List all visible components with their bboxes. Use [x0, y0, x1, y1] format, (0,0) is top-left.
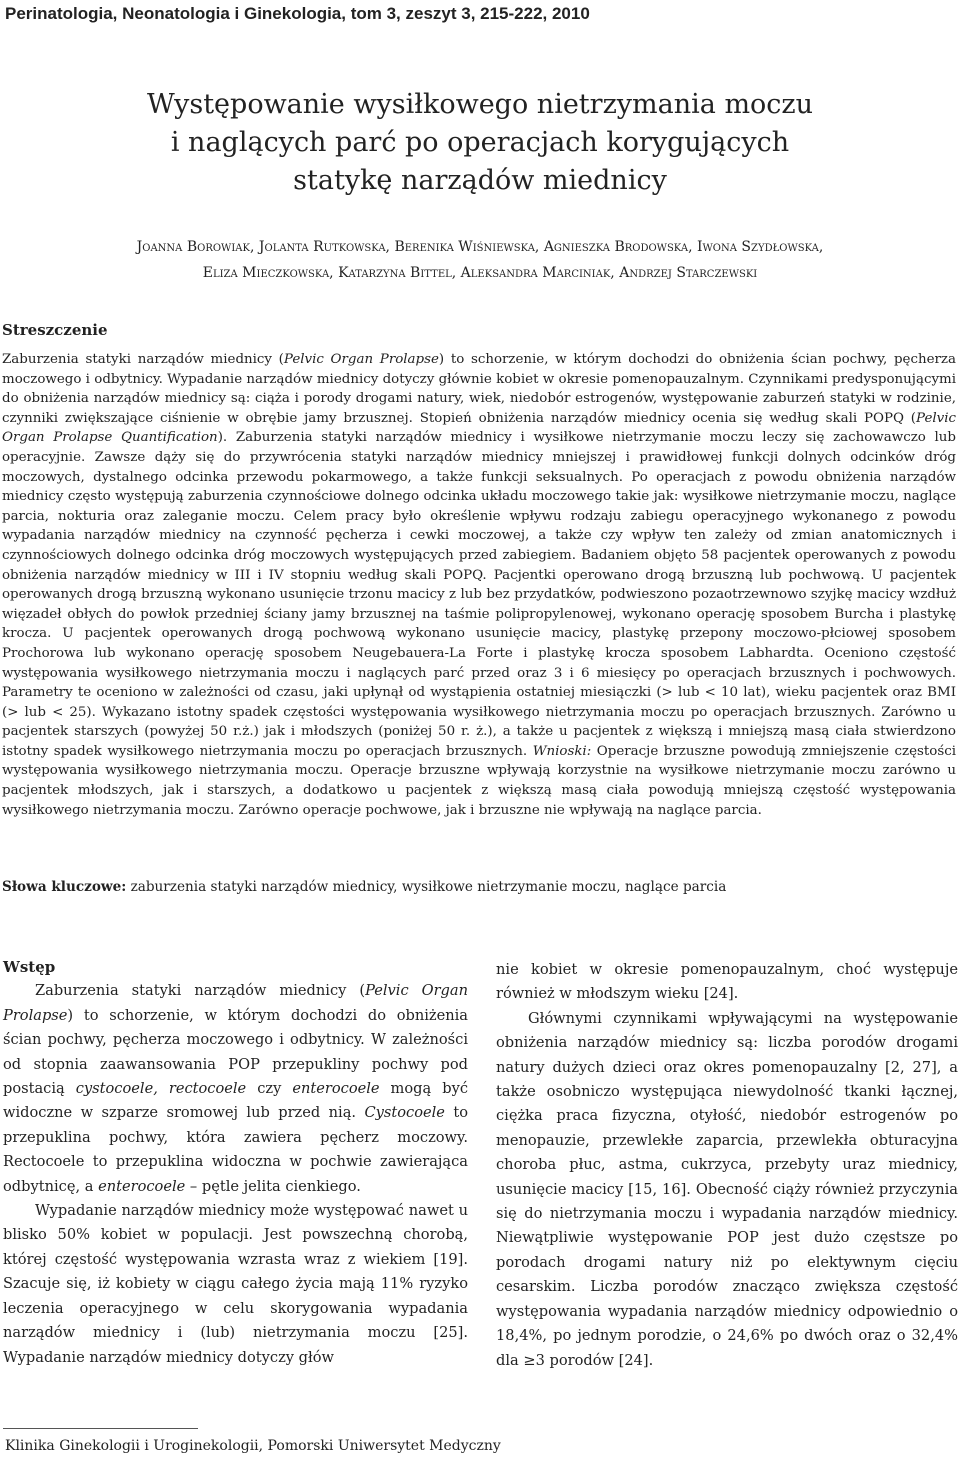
abstract-part: Operacje brzuszne powodują zmniejszenie częstości występowania wysiłkowego nietrzymania moczu. Operacje brzuszne wpływają korzystnie na wysiłkowe nietrzymanie moczu zarówno u pacjentek młodszych, jak i starszych, a dodatkowo u pacjentek z większą masą ciała powodują mniejszą częstość występowania wysiłkowego nietrzymania moczu. Zarówno operacje pochwowe, jak i brzuszne nie wpływają na naglące parcia. [2, 743, 957, 818]
abstract-italic: Pelvic Organ Prolapse [283, 352, 439, 367]
author-list [0, 234, 960, 286]
italic-run: enterocoele [98, 1177, 186, 1195]
paragraph [3, 979, 468, 1199]
text-run: mogą być widoczne w szparze sromowej lub przed nią. [3, 1080, 468, 1122]
article-title [40, 86, 920, 200]
keywords [2, 879, 956, 895]
paragraph [496, 1007, 958, 1373]
author-line: Joanna Borowiak, Jolanta Rutkowska, Berenika Wiśniewska, Agnieszka Brodowska, Iwona Szydłowska, [136, 239, 824, 255]
abstract-text [2, 350, 956, 820]
affiliation: Klinika Ginekologii i Uroginekologii, Pomorski Uniwersytet Medyczny [5, 1438, 501, 1454]
text-run: to przepuklina pochwy, która zawiera pęcherz moczowy. Rectocoele to przepuklina widoczna w pochwie zawierająca odbytnicę, a [3, 1104, 468, 1195]
footnote-rule [3, 1428, 198, 1429]
text-run: – pętle jelita cienkiego. [185, 1177, 361, 1195]
abstract-part: Zaburzenia statyki narządów miednicy ( [2, 352, 284, 367]
text-run: Głównymi czynnikami wpływającymi na występowanie obniżenia narządów miednicy są: liczba porodów drogami natury dużych dzieci oraz okres pomenopauzalny [2, 27], a także osobniczo występująca niewydolność tkanki łącznej, ciężka praca fizyczna, otyłość, niedobór estrogenów po menopauzie, przewlekłe zaparcia, przewlekła obturacyjna choroba płuc, astma, cukrzyca, przebyty uraz miednicy, usunięcie macicy [15, 16]. Obecność ciąży również przyczynia się do nietrzymania moczu i wypadania narządów miednicy. Niewątpliwie występowanie POP jest dużo częstsze po porodach drogami natury niż po elektywnym cięciu cesarskim. Liczba porodów znacząco zwiększa częstość występowania wypadania narządów miednicy odpowiednio o 18,4%, po jednym porodzie, o 24,6% po dwóch oraz o 32,4% dla [496, 1009, 958, 1369]
geq-symbol: ≥ [523, 1351, 536, 1369]
title-line: i naglących parć po operacjach korygujących [170, 127, 790, 158]
italic-run: cystocoele, rectocoele [75, 1080, 247, 1098]
abstract-heading: Streszczenie [2, 321, 108, 339]
abstract-part: ) to schorzenie, w którym dochodzi do obniżenia ścian pochwy, pęcherza moczowego i odbytnicy. Wypadanie narządów miednicy dotyczy głównie kobiet w okresie pomenopauzalnym. Czynnikami predysponującymi do obniżenia narządów miednicy są: ciąża i porody drogami natury, wiek, niedobór estrogenów, występowanie zaburzeń statyki w rodzinie, czynniki zwiększające ciśnienie w obrębie jamy brzusznej. Stopień obniżenia narządów miednicy ocenia się według skali POPQ ( [2, 352, 956, 426]
paragraph: Wypadanie narządów miednicy może występować nawet u blisko 50% kobiet w populacji. Jest powszechną chorobą, której częstość występowania wzrasta wraz z wiekiem [19]. Szacuje się, iż kobiety w ciągu całego życia mają 11% ryzyko leczenia operacyjnego w celu skorygowania wypadania narządów miednicy i (lub) nietrzymania moczu [25]. Wypadanie narządów miednicy dotyczy głów [3, 1202, 468, 1366]
paragraph: nie kobiet w okresie pomenopauzalnym, choć występuje również w młodszym wieku [24]. [496, 961, 958, 1003]
text-run: Zaburzenia statyki narządów miednicy ( [35, 982, 366, 1000]
right-column [496, 958, 958, 1373]
text-run: ) to schorzenie, w którym dochodzi do obniżenia ścian pochwy, pęcherza moczowego i odbytnicy. W zależności od stopnia zaawansowania POP przepukliny pochwy pod postacią [3, 1006, 468, 1098]
abstract-part: ). Zaburzenia statyki narządów miednicy i wysiłkowe nietrzymanie moczu leczy się zachowawczo lub operacyjnie. Zawsze dąży się do przywrócenia statyki narządów miednicy mniejszej i prawidłowej funkcji dolnych odcinków dróg moczowych, dystalnego odcinka przewodu pokarmowego, a także funkcji seksualnych. Po operacjach z powodu obniżenia narządów miednicy często występują zaburzenia czynnościowe dolnego odcinka układu moczowego takie jak: wysiłkowe nietrzymanie moczu, naglące parcia, nokturia oraz zaleganie moczu. Celem pracy było określenie wpływu rodzaju zabiegu operacyjnego wykonanego z powodu wypadania narządów miednicy na czynność pęcherza i cewki moczowej, a także czy wpływ ten zależy od zmian anatomicznych i czynnościowych dolnego odcinka dróg moczowych występujących przed zabiegiem. Badaniem objęto 58 pacjentek operowanych z powodu obniżenia narządów miednicy w III i IV stopniu według skali POPQ. Pacjentki operowano drogą brzuszną lub pochwową. U pacjentek operowanych drogą brzuszną wykonano usunięcie trzonu macicy z lub bez przydatków, podwieszono pozaotrzewnowo szyjkę macicy wzdłuż więzadeł obłych do powłok przedniej ściany jamy brzusznej na taśmie polipropylenowej, wykonano operację sposobem Burcha i plastykę krocza. U pacjentek operowanych drogą pochwową wykonano usunięcie macicy, plastykę przepony moczowo-płciowej sposobem Prochorowa lub wykonano operację sposobem Neugebauera-La Forte i plastykę krocza sposobem Labhardta. Oceniono częstość występowania wysiłkowego nietrzymania moczu i naglących parć przed oraz 3 i 6 miesięcy po operacjach brzusznych i pochwowych. Parametry te oceniono w zależności od czasu, jaki upłynął od wystąpienia ostatniej miesiączki (> lub < 10 lat), wieku pacjentek oraz BMI (> lub < 25). Wykazano istotny spadek częstości występowania wysiłkowego nietrzymania moczu po operacjach brzusznych. Zarówno u pacjentek starszych (powyżej 50 r.ż.) jak i młodszych (poniżej 50 r. ż.), a także u pacjentek z większą i mniejszą masą ciała stwierdzono istotny spadek wysiłkowego nietrzymania moczu po operacjach brzusznych. [2, 430, 956, 759]
keywords-text: zaburzenia statyki narządów miednicy, wysiłkowe nietrzymanie moczu, naglące parcia [126, 879, 727, 895]
title-line: Występowanie wysiłkowego nietrzymania moczu [146, 89, 814, 120]
italic-run: Cystocoele [364, 1104, 445, 1122]
left-column [3, 955, 468, 1370]
text-run: czy [246, 1080, 293, 1098]
section-heading: Wstęp [3, 958, 56, 976]
keywords-label: Słowa kluczowe: [2, 879, 127, 895]
italic-run: Pelvic Organ Prolapse [3, 982, 468, 1024]
author-line: Eliza Mieczkowska, Katarzyna Bittel, Aleksandra Marciniak, Andrzej Starczewski [202, 265, 758, 281]
text-run: 3 porodów [24]. [535, 1351, 654, 1369]
abstract-italic: Pelvic Organ Prolapse Quantification [2, 410, 956, 446]
title-line: statykę narządów miednicy [293, 165, 667, 196]
abstract-italic: Wnioski: [532, 743, 592, 759]
italic-run: enterocoele [292, 1080, 380, 1098]
journal-header: Perinatologia, Neonatologia i Ginekologia, tom 3, zeszyt 3, 215-222, 2010 [5, 4, 590, 23]
